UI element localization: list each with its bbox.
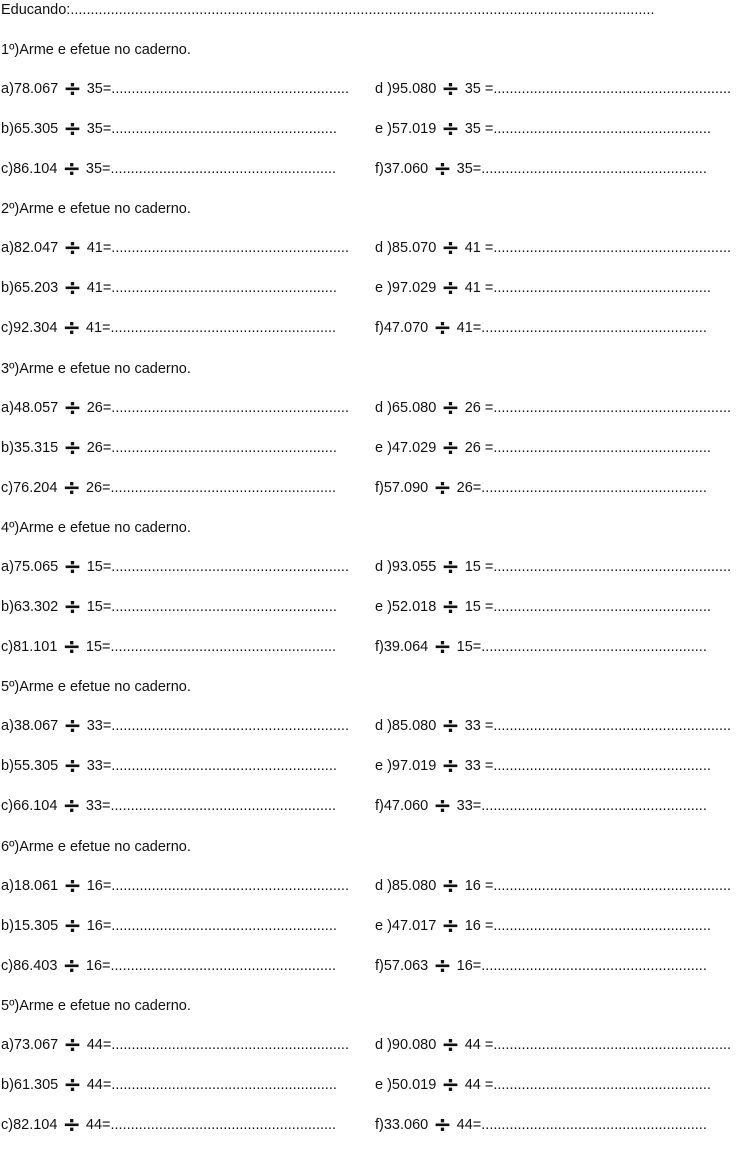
answer-line: ........................................................... — [493, 81, 732, 97]
dividend-label: d )65.080 — [375, 399, 437, 416]
answer-line: ........................................................ — [111, 1076, 337, 1093]
division-exercise — [1, 276, 337, 302]
divisor-label: 41 = — [464, 280, 494, 297]
answer-line: ........................................................... — [493, 877, 732, 894]
divisor-label: 15= — [85, 638, 111, 655]
dividend-label: b)65.305 — [1, 121, 59, 137]
division-sign-icon: ÷ — [433, 316, 452, 342]
divisor-label: 44 = — [464, 1036, 494, 1053]
divisor-label: 41= — [86, 240, 112, 257]
division-exercise — [1, 913, 337, 939]
answer-line: ........................................................... — [111, 718, 349, 735]
division-exercise — [375, 475, 707, 501]
answer-line: ........................................................ — [110, 161, 337, 177]
division-exercise — [375, 554, 732, 580]
division-exercise — [375, 236, 732, 262]
divisor-label: 35 = — [464, 81, 494, 97]
dividend-label: c)86.104 — [1, 161, 58, 177]
answer-line: ...................................................... — [493, 758, 711, 775]
division-sign-icon: ÷ — [62, 634, 81, 660]
divisor-label: 16= — [85, 957, 111, 974]
division-sign-icon: ÷ — [441, 435, 460, 461]
division-exercise — [375, 953, 707, 979]
dividend-label: c)76.204 — [1, 479, 58, 496]
answer-line: ........................................................ — [111, 439, 337, 456]
divisor-label: 26= — [456, 479, 482, 496]
dividend-label: b)35.315 — [1, 439, 59, 456]
answer-line: ...................................................... — [493, 121, 711, 137]
dividend-label: d )90.080 — [375, 1036, 437, 1053]
divisor-label: 33= — [85, 798, 111, 815]
division-sign-icon: ÷ — [63, 1032, 82, 1058]
divisor-label: 33= — [86, 718, 112, 735]
division-exercise — [1, 1112, 337, 1138]
dividend-label: f)47.060 — [375, 798, 429, 815]
student-name-line: Educando:................................................................................................................................................. — [1, 2, 655, 18]
division-sign-icon: ÷ — [433, 794, 452, 820]
division-sign-icon: ÷ — [433, 1112, 452, 1138]
answer-line: ........................................................ — [111, 280, 337, 297]
answer-line: ........................................................ — [481, 957, 707, 974]
division-sign-icon: ÷ — [62, 316, 81, 342]
dividend-label: c)92.304 — [1, 320, 58, 337]
division-exercise — [375, 1112, 707, 1138]
dividend-label: b)65.203 — [1, 280, 59, 297]
division-exercise — [375, 117, 711, 142]
division-exercise — [1, 754, 337, 780]
divisor-label: 15 = — [464, 558, 494, 575]
divisor-label: 33= — [86, 758, 112, 775]
dividend-label: c)82.104 — [1, 1116, 58, 1133]
division-sign-icon: ÷ — [63, 435, 82, 461]
division-sign-icon: ÷ — [63, 1072, 82, 1098]
dividend-label: e )97.029 — [375, 280, 437, 297]
division-sign-icon: ÷ — [441, 714, 460, 740]
division-sign-icon: ÷ — [441, 1032, 460, 1058]
answer-line: ........................................................ — [481, 1116, 707, 1133]
division-exercise — [375, 157, 707, 182]
division-sign-icon: ÷ — [63, 554, 82, 580]
dividend-label: f)37.060 — [375, 161, 429, 177]
section-title: 2º)Arme e efetue no caderno. — [1, 201, 191, 218]
dividend-label: e )50.019 — [375, 1076, 437, 1093]
dividend-label: f)47.070 — [375, 320, 429, 337]
division-exercise — [375, 316, 707, 342]
answer-line: ........................................................... — [111, 81, 349, 97]
dividend-label: c)86.403 — [1, 957, 58, 974]
division-sign-icon: ÷ — [441, 754, 460, 780]
division-sign-icon: ÷ — [441, 873, 460, 899]
dividend-label: c)81.101 — [1, 638, 58, 655]
divisor-label: 15= — [86, 558, 112, 575]
division-exercise — [375, 873, 732, 899]
answer-line: ........................................................ — [481, 798, 707, 815]
division-exercise — [375, 714, 732, 740]
dividend-label: a)78.067 — [1, 81, 59, 97]
division-exercise — [1, 475, 337, 501]
division-exercise — [1, 1032, 349, 1058]
answer-line: ........................................................... — [111, 558, 349, 575]
division-exercise — [1, 794, 337, 820]
dividend-label: d )95.080 — [375, 81, 437, 97]
division-sign-icon: ÷ — [63, 873, 82, 899]
division-exercise — [1, 117, 337, 142]
answer-line: ........................................................... — [493, 240, 732, 257]
divisor-label: 15= — [456, 638, 482, 655]
division-exercise — [1, 1072, 337, 1098]
answer-line: ...................................................... — [493, 917, 711, 934]
dividend-label: b)15.305 — [1, 917, 59, 934]
divisor-label: 44= — [86, 1076, 112, 1093]
division-exercise — [1, 316, 337, 342]
dividend-label: a)73.067 — [1, 1036, 59, 1053]
answer-line: ........................................................ — [111, 917, 337, 934]
division-sign-icon: ÷ — [63, 594, 82, 620]
division-sign-icon: ÷ — [441, 594, 460, 620]
dividend-label: f)57.090 — [375, 479, 429, 496]
section-title: 6º)Arme e efetue no caderno. — [1, 838, 191, 855]
division-exercise — [375, 754, 711, 780]
division-exercise — [1, 157, 337, 182]
dividend-label: f)33.060 — [375, 1116, 429, 1133]
division-sign-icon: ÷ — [441, 236, 460, 262]
dividend-label: e )47.029 — [375, 439, 437, 456]
answer-line: ...................................................... — [493, 598, 711, 615]
dividend-label: a)48.057 — [1, 399, 59, 416]
division-exercise — [1, 236, 349, 262]
divisor-label: 41= — [86, 280, 112, 297]
division-exercise — [1, 953, 337, 979]
divisor-label: 16 = — [464, 917, 494, 934]
divisor-label: 35 = — [464, 121, 494, 137]
divisor-label: 26= — [85, 479, 111, 496]
division-exercise — [375, 794, 707, 820]
divisor-label: 41 = — [464, 240, 494, 257]
dividend-label: a)38.067 — [1, 718, 59, 735]
division-sign-icon: ÷ — [63, 714, 82, 740]
division-exercise — [375, 634, 707, 660]
division-exercise — [1, 435, 337, 461]
answer-line: ........................................................ — [481, 638, 707, 655]
dividend-label: e )47.017 — [375, 917, 437, 934]
answer-line: ........................................................ — [481, 161, 707, 177]
divisor-label: 44= — [85, 1116, 111, 1133]
division-exercise — [1, 77, 349, 102]
dividend-label: d )85.080 — [375, 718, 437, 735]
division-exercise — [375, 435, 711, 461]
divisor-label: 33 = — [464, 758, 494, 775]
dividend-label: e )57.019 — [375, 121, 437, 137]
dividend-label: d )93.055 — [375, 558, 437, 575]
division-sign-icon: ÷ — [441, 117, 460, 142]
divisor-label: 44= — [86, 1036, 112, 1053]
dividend-label: a)75.065 — [1, 558, 59, 575]
answer-line: ........................................................ — [110, 320, 337, 337]
division-sign-icon: ÷ — [62, 475, 81, 501]
division-sign-icon: ÷ — [441, 1072, 460, 1098]
divisor-label: 35= — [456, 161, 482, 177]
division-sign-icon: ÷ — [63, 913, 82, 939]
answer-line: ........................................................... — [111, 240, 349, 257]
dividend-label: b)55.305 — [1, 758, 59, 775]
answer-line: ........................................................ — [110, 638, 337, 655]
dividend-label: e )97.019 — [375, 758, 437, 775]
dividend-label: a)82.047 — [1, 240, 59, 257]
divisor-label: 16= — [456, 957, 482, 974]
divisor-label: 26 = — [464, 399, 494, 416]
division-sign-icon: ÷ — [63, 117, 82, 142]
division-exercise — [375, 594, 711, 620]
answer-line: ...................................................... — [493, 1076, 711, 1093]
dividend-label: c)66.104 — [1, 798, 58, 815]
dividend-label: a)18.061 — [1, 877, 59, 894]
division-exercise — [375, 1032, 732, 1058]
division-sign-icon: ÷ — [63, 276, 82, 302]
section-title: 3º)Arme e efetue no caderno. — [1, 360, 191, 377]
division-exercise — [1, 873, 349, 899]
answer-line: ........................................................... — [493, 558, 732, 575]
division-sign-icon: ÷ — [433, 475, 452, 501]
divisor-label: 15= — [86, 598, 112, 615]
division-sign-icon: ÷ — [441, 77, 460, 102]
answer-line: ........................................................... — [493, 1036, 732, 1053]
division-sign-icon: ÷ — [62, 157, 81, 182]
divisor-label: 41= — [85, 320, 111, 337]
answer-line: ........................................................... — [493, 718, 732, 735]
dividend-label: f)57.063 — [375, 957, 429, 974]
division-sign-icon: ÷ — [63, 77, 82, 102]
division-sign-icon: ÷ — [63, 236, 82, 262]
answer-line: ........................................................ — [481, 320, 707, 337]
dividend-label: f)39.064 — [375, 638, 429, 655]
answer-line: ...................................................... — [493, 439, 711, 456]
division-sign-icon: ÷ — [433, 953, 452, 979]
answer-line: ........................................................ — [110, 1116, 337, 1133]
divisor-label: 35= — [86, 81, 112, 97]
division-sign-icon: ÷ — [433, 634, 452, 660]
division-sign-icon: ÷ — [62, 1112, 81, 1138]
division-exercise — [1, 554, 349, 580]
division-sign-icon: ÷ — [441, 554, 460, 580]
dividend-label: b)63.302 — [1, 598, 59, 615]
answer-line: ........................................................ — [481, 479, 707, 496]
dividend-label: b)61.305 — [1, 1076, 59, 1093]
dividend-label: d )85.070 — [375, 240, 437, 257]
divisor-label: 16= — [86, 877, 112, 894]
answer-line: ........................................................ — [110, 479, 337, 496]
answer-line: ........................................................ — [111, 598, 337, 615]
divisor-label: 44 = — [464, 1076, 494, 1093]
answer-line: ........................................................ — [111, 758, 337, 775]
division-sign-icon: ÷ — [63, 754, 82, 780]
division-sign-icon: ÷ — [441, 913, 460, 939]
divisor-label: 33= — [456, 798, 482, 815]
division-sign-icon: ÷ — [62, 953, 81, 979]
division-exercise — [375, 77, 732, 102]
answer-line: ........................................................ — [110, 798, 337, 815]
divisor-label: 35= — [86, 121, 112, 137]
division-exercise — [375, 395, 732, 421]
division-exercise — [1, 714, 349, 740]
section-title: 4º)Arme e efetue no caderno. — [1, 519, 191, 536]
answer-line: ........................................................... — [111, 399, 349, 416]
division-exercise — [1, 594, 337, 620]
answer-line: ........................................................... — [111, 877, 349, 894]
divisor-label: 41= — [456, 320, 482, 337]
dividend-label: e )52.018 — [375, 598, 437, 615]
divisor-label: 26= — [86, 439, 112, 456]
divisor-label: 35= — [85, 161, 111, 177]
divisor-label: 33 = — [464, 718, 494, 735]
divisor-label: 26 = — [464, 439, 494, 456]
divisor-label: 16 = — [464, 877, 494, 894]
division-sign-icon: ÷ — [62, 794, 81, 820]
answer-line: ...................................................... — [493, 280, 711, 297]
division-exercise — [375, 276, 711, 302]
answer-line: ........................................................... — [493, 399, 732, 416]
division-exercise — [1, 395, 349, 421]
division-exercise — [1, 634, 337, 660]
answer-line: ........................................................ — [110, 957, 337, 974]
division-sign-icon: ÷ — [63, 395, 82, 421]
divisor-label: 44= — [456, 1116, 482, 1133]
division-sign-icon: ÷ — [441, 276, 460, 302]
answer-line: ........................................................... — [111, 1036, 349, 1053]
section-title: 5º)Arme e efetue no caderno. — [1, 997, 191, 1014]
division-exercise — [375, 1072, 711, 1098]
divisor-label: 26= — [86, 399, 112, 416]
dividend-label: d )85.080 — [375, 877, 437, 894]
section-title: 5º)Arme e efetue no caderno. — [1, 679, 191, 696]
divisor-label: 15 = — [464, 598, 494, 615]
divisor-label: 16= — [86, 917, 112, 934]
division-exercise — [375, 913, 711, 939]
section-title: 1º)Arme e efetue no caderno. — [1, 42, 191, 58]
answer-line: ........................................................ — [111, 121, 337, 137]
division-sign-icon: ÷ — [441, 395, 460, 421]
division-sign-icon: ÷ — [433, 157, 452, 182]
